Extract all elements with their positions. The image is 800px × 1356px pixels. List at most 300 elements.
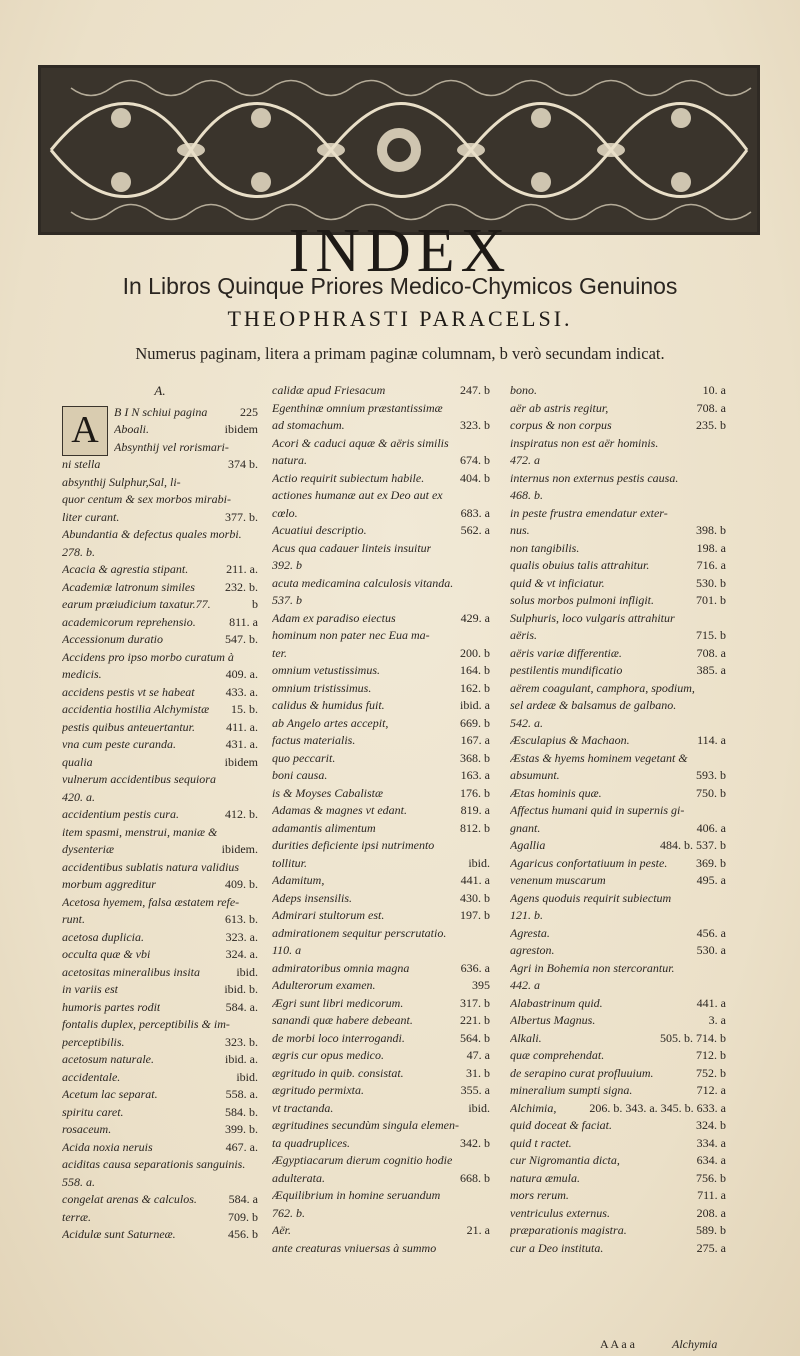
- entry-text: Alchimia,: [510, 1100, 557, 1115]
- entry-page-ref: 206. b. 343. a. 345. b. 633. a: [589, 1100, 726, 1115]
- index-entry: [510, 995, 726, 1013]
- index-entry: [510, 1205, 726, 1223]
- index-entry: [510, 785, 726, 803]
- entry-text: in variis est: [62, 982, 118, 996]
- index-entry: [272, 1100, 490, 1118]
- index-entry: [510, 767, 726, 785]
- index-column-1: [62, 382, 258, 1244]
- entry-text: Acida noxia neruis: [62, 1139, 153, 1154]
- entry-text: Aër.: [272, 1223, 291, 1237]
- entry-page-ref: 317. b: [460, 995, 490, 1010]
- entry-text: 442. a: [510, 978, 540, 992]
- index-entry: [62, 911, 258, 929]
- index-entry: [510, 662, 726, 680]
- index-entry: [510, 522, 726, 540]
- entry-page-ref: [254, 894, 258, 912]
- entry-text: Æquilibrium in homine seruandum: [272, 1188, 441, 1202]
- entry-text: Adulterorum examen.: [272, 978, 376, 992]
- entry-text: pestis quibus anteuertantur.: [62, 719, 196, 734]
- entry-page-ref: [722, 505, 726, 523]
- entry-page-ref: 235. b: [696, 418, 726, 432]
- index-entry: [510, 890, 726, 908]
- entry-text: Alkali.: [510, 1030, 542, 1045]
- entry-text: mineralium sumpti signa.: [510, 1083, 633, 1097]
- entry-text: corpus & non corpus: [510, 418, 612, 432]
- entry-page-ref: 15. b.: [231, 702, 258, 716]
- index-entry: [272, 1205, 490, 1223]
- entry-page-ref: 409. b.: [225, 877, 258, 891]
- entry-page-ref: [486, 487, 490, 505]
- entry-page-ref: 31. b: [466, 1065, 490, 1080]
- index-entry: [62, 771, 258, 789]
- entry-page-ref: 369. b: [696, 855, 726, 870]
- entry-page-ref: [254, 1174, 258, 1192]
- entry-text: ægritudo in quib. consistat.: [272, 1065, 404, 1080]
- index-entry: [272, 855, 490, 873]
- entry-text: absynthij Sulphur,Sal, li-: [62, 474, 181, 489]
- entry-page-ref: [254, 859, 258, 877]
- entry-text: academicorum reprehensio.: [62, 614, 196, 629]
- entry-page-ref: [722, 680, 726, 698]
- index-entry: [62, 964, 258, 982]
- index-entry: [510, 400, 726, 418]
- index-entry: [114, 404, 258, 422]
- entry-text: pestilentis mundificatio: [510, 663, 623, 677]
- entry-text: occulta quæ & vbi: [62, 947, 151, 961]
- entry-text: fontalis duplex, perceptibilis & im-: [62, 1017, 230, 1031]
- entry-page-ref: [722, 470, 726, 488]
- entry-page-ref: 709. b: [228, 1209, 258, 1224]
- entry-text: Egenthinæ omnium præstantissimæ: [272, 400, 443, 415]
- index-entry: [272, 680, 490, 698]
- entry-page-ref: 674. b: [460, 453, 490, 467]
- entry-text: admirationem sequitur perscrutatio.: [272, 925, 447, 940]
- index-entry: [272, 1047, 490, 1065]
- entry-page-ref: 377. b.: [225, 509, 258, 524]
- entry-text: admiratoribus omnia magna: [272, 960, 410, 975]
- entry-text: Aboali.: [114, 422, 149, 436]
- entry-text: Accessionum duratio: [62, 632, 163, 646]
- entry-page-ref: [486, 435, 490, 453]
- entry-page-ref: 323. b.: [225, 1034, 258, 1049]
- index-entry: [510, 872, 726, 890]
- entry-page-ref: 547. b.: [225, 632, 258, 646]
- entry-page-ref: 221. b: [460, 1013, 490, 1027]
- index-entry: [62, 509, 258, 527]
- index-subtitle: In Libros Quinque Priores Medico-Chymicos Genuinos: [122, 273, 678, 299]
- entry-page-ref: [486, 557, 490, 575]
- entry-text: de morbi loco interrogandi.: [272, 1030, 405, 1045]
- entry-text: ventriculus externus.: [510, 1205, 610, 1220]
- index-entry: [272, 1135, 490, 1153]
- entry-page-ref: 456. b: [228, 1227, 258, 1241]
- entry-text: Sulphuris, loco vulgaris attrahitur: [510, 610, 675, 625]
- index-entry: [510, 1240, 726, 1258]
- entry-page-ref: [254, 771, 258, 789]
- index-entry: [510, 540, 726, 558]
- entry-page-ref: 584. a.: [225, 999, 258, 1014]
- entry-text: solus morbos pulmoni infligit.: [510, 593, 655, 607]
- entry-text: 121. b.: [510, 908, 543, 922]
- entry-page-ref: 162. b: [460, 680, 490, 695]
- index-entry: [510, 610, 726, 628]
- index-entry: [510, 575, 726, 593]
- entry-page-ref: 385. a: [696, 663, 726, 677]
- entry-text: acetositas mineralibus insita: [62, 964, 200, 979]
- entry-text: ægritudines secundùm singula elemen-: [272, 1118, 459, 1132]
- entry-text: 472. a: [510, 453, 540, 467]
- index-entry: [272, 540, 490, 558]
- entry-page-ref: 342. b: [460, 1135, 490, 1150]
- index-entry: [62, 754, 258, 772]
- entry-text: omnium tristissimus.: [272, 680, 372, 695]
- entry-page-ref: 495. a: [696, 873, 726, 887]
- entry-page-ref: [486, 540, 490, 558]
- entry-text: venenum muscarum: [510, 873, 606, 887]
- entry-page-ref: 431. a.: [225, 737, 258, 751]
- entry-page-ref: 634. a: [696, 1153, 726, 1167]
- index-entry: [62, 526, 258, 544]
- index-entry: [510, 837, 726, 855]
- entry-text: Admirari stultorum est.: [272, 908, 385, 922]
- index-entry: [62, 999, 258, 1017]
- index-entry: [272, 820, 490, 838]
- index-title: INDEX: [288, 217, 512, 285]
- entry-page-ref: [486, 837, 490, 855]
- index-entry: [62, 649, 258, 667]
- index-entry: [272, 732, 490, 750]
- entry-text: acetosum naturale.: [62, 1052, 154, 1066]
- index-entry: [510, 627, 726, 645]
- index-column-2: [272, 382, 490, 1257]
- decorative-header-ornament: [38, 65, 760, 235]
- index-entry: [62, 631, 258, 649]
- entry-text: qualia: [62, 754, 93, 769]
- index-entry: [510, 715, 726, 733]
- entry-page-ref: 395: [472, 978, 490, 992]
- entry-text: adulterata.: [272, 1170, 325, 1185]
- index-entry: [272, 592, 490, 610]
- entry-text: item spasmi, menstrui, maniæ &: [62, 824, 218, 839]
- entry-page-ref: [254, 1016, 258, 1034]
- index-entry: [510, 855, 726, 873]
- entry-text: internus non externus pestis causa.: [510, 470, 679, 485]
- entry-text: calidus & humidus fuit.: [272, 698, 385, 712]
- entry-text: tollitur.: [272, 855, 308, 870]
- entry-text: hominum non pater nec Eua ma-: [272, 628, 430, 642]
- entry-text: Ætas hominis quæ.: [510, 785, 602, 800]
- entry-page-ref: 429. a: [460, 610, 490, 625]
- entry-page-ref: [254, 491, 258, 509]
- entry-page-ref: 247. b: [460, 383, 490, 397]
- entry-page-ref: ibidem: [224, 754, 258, 769]
- index-entry: [62, 859, 258, 877]
- catchword: Alchymia: [672, 1337, 718, 1351]
- entry-page-ref: 712. b: [696, 1048, 726, 1062]
- index-entry: [510, 1222, 726, 1240]
- entry-page-ref: 114. a: [697, 733, 726, 747]
- column-2-entries: [272, 382, 490, 1257]
- entry-page-ref: 200. b: [460, 645, 490, 660]
- index-entry: [62, 876, 258, 894]
- index-entry: [272, 960, 490, 978]
- index-entry: [510, 645, 726, 663]
- entry-page-ref: 163. a: [460, 768, 490, 782]
- entry-text: aciditas causa separationis sanguinis.: [62, 1157, 246, 1171]
- index-entry: [510, 557, 726, 575]
- entry-page-ref: [722, 907, 726, 925]
- entry-page-ref: [722, 750, 726, 768]
- index-entry: [272, 1117, 490, 1135]
- entry-page-ref: 441. a: [696, 995, 726, 1010]
- entry-page-ref: [254, 1156, 258, 1174]
- index-entry: [272, 715, 490, 733]
- entry-text: morbum aggreditur: [62, 877, 156, 891]
- entry-text: Affectus humani quid in supernis gi-: [510, 803, 685, 817]
- entry-text: 762. b.: [272, 1205, 305, 1220]
- index-entry: [510, 1012, 726, 1030]
- entry-text: nus.: [510, 523, 530, 537]
- entry-page-ref: [722, 435, 726, 453]
- entry-text: Adamas & magnes vt edant.: [272, 803, 407, 817]
- column-1-entries: [62, 404, 258, 1244]
- entry-text: humoris partes rodit: [62, 999, 161, 1014]
- entry-text: Agresta.: [510, 925, 550, 940]
- entry-text: quid t ractet.: [510, 1135, 572, 1150]
- entry-text: acetosa duplicia.: [62, 929, 144, 944]
- entry-text: Actio requirit subiectum habile.: [272, 470, 425, 485]
- entry-page-ref: 324. a.: [225, 947, 258, 961]
- entry-page-ref: 275. a: [696, 1240, 726, 1255]
- entry-text: Agaricus confortatiuum in peste.: [510, 855, 668, 870]
- entry-page-ref: 323. b: [460, 418, 490, 432]
- entry-page-ref: [722, 977, 726, 995]
- index-entry: [62, 666, 258, 684]
- entry-page-ref: [722, 487, 726, 505]
- entry-page-ref: [486, 1240, 490, 1258]
- index-entry: [62, 736, 258, 754]
- index-entry: [510, 505, 726, 523]
- entry-text: Adam ex paradiso eiectus: [272, 610, 396, 625]
- index-entry: [510, 1152, 726, 1170]
- index-entry: [510, 1170, 726, 1188]
- entry-text: Acetum lac separat.: [62, 1087, 158, 1101]
- entry-text: Alabastrinum quid.: [510, 995, 603, 1010]
- entry-page-ref: [486, 1205, 490, 1223]
- entry-page-ref: 530. a: [696, 943, 726, 957]
- entry-text: rosaceum.: [62, 1122, 112, 1136]
- index-entry: [272, 802, 490, 820]
- entry-text: quo peccarit.: [272, 750, 336, 765]
- entry-page-ref: 441. a: [460, 873, 490, 887]
- entry-page-ref: 374 b.: [228, 457, 258, 471]
- index-entry: [510, 1117, 726, 1135]
- entry-text: Agri in Bohemia non stercorantur.: [510, 960, 675, 975]
- entry-page-ref: 505. b. 714. b: [660, 1030, 726, 1045]
- entry-text: Agens quoduis requirit subiectum: [510, 890, 672, 905]
- entry-text: Academiæ latronum similes: [62, 579, 195, 594]
- entry-text: accidens pestis vt se habeat: [62, 684, 195, 699]
- index-entry: [272, 977, 490, 995]
- entry-text: cur a Deo instituta.: [510, 1240, 604, 1255]
- entry-page-ref: 334. a: [696, 1135, 726, 1150]
- entry-page-ref: 589. b: [696, 1223, 726, 1237]
- entry-text: cœlo.: [272, 505, 298, 520]
- entry-text: acuta medicamina calculosis vitanda.: [272, 575, 454, 590]
- entry-page-ref: 712. a: [696, 1083, 726, 1097]
- entry-text: Adeps insensilis.: [272, 890, 352, 905]
- entry-page-ref: 750. b: [696, 785, 726, 800]
- entry-page-ref: 211. a.: [226, 562, 258, 576]
- index-entry: [272, 907, 490, 925]
- entry-text: medicis.: [62, 667, 102, 681]
- column-3-entries: [510, 382, 726, 1257]
- usage-note: Numerus paginam, litera a primam paginæ columnam, b verò secundam indicat.: [135, 344, 665, 363]
- author-name: THEOPHRASTI PARACELSI.: [227, 306, 573, 331]
- entry-text: Acori & caduci aquæ & aëris similis: [272, 435, 449, 450]
- entry-text: 468. b.: [510, 488, 543, 502]
- index-entry: [62, 474, 258, 492]
- entry-page-ref: 669. b: [460, 715, 490, 730]
- index-entry: [272, 505, 490, 523]
- entry-page-ref: 752. b: [696, 1065, 726, 1080]
- entry-page-ref: 593. b: [696, 768, 726, 782]
- index-entry: [62, 1209, 258, 1227]
- entry-text: vt tractanda.: [272, 1100, 334, 1115]
- index-column-3: [510, 382, 726, 1257]
- index-entry: [272, 575, 490, 593]
- index-entry: [272, 942, 490, 960]
- index-entry: [62, 1034, 258, 1052]
- index-entry: [272, 1012, 490, 1030]
- index-entry: [272, 662, 490, 680]
- index-entry: [510, 1187, 726, 1205]
- entry-text: factus materialis.: [272, 733, 356, 747]
- entry-page-ref: [486, 575, 490, 593]
- entry-page-ref: 232. b.: [225, 579, 258, 594]
- entry-text: Acetosa hyemem, falsa æstatem refe-: [62, 894, 240, 909]
- index-entry: [510, 382, 726, 400]
- entry-page-ref: [486, 1152, 490, 1170]
- index-entry: [510, 697, 726, 715]
- index-entry: [62, 824, 258, 842]
- index-entry: [510, 1082, 726, 1100]
- drop-cap: A: [62, 406, 108, 456]
- entry-text: Æstas & hyems hominem vegetant &: [510, 750, 688, 765]
- entry-text: vulnerum accidentibus sequiora: [62, 772, 216, 786]
- entry-page-ref: [722, 610, 726, 628]
- index-entry: [510, 907, 726, 925]
- entry-page-ref: [722, 960, 726, 978]
- index-entry: [510, 417, 726, 435]
- entry-text: Acacia & agrestia stipant.: [62, 562, 189, 576]
- entry-text: Æsculapius & Machaon.: [510, 733, 630, 747]
- index-entry: [272, 435, 490, 453]
- entry-text: congelat arenas & calculos.: [62, 1192, 197, 1206]
- index-entry: [272, 995, 490, 1013]
- entry-page-ref: [486, 1117, 490, 1135]
- index-entry: [510, 1100, 726, 1118]
- entry-text: calidæ apud Friesacum: [272, 383, 386, 397]
- entry-page-ref: 584. a: [228, 1192, 258, 1206]
- entry-text: quid & vt inficiatur.: [510, 575, 605, 590]
- entry-text: sel ardeæ & balsamus de galbano.: [510, 698, 677, 712]
- entry-text: natura.: [272, 453, 308, 467]
- index-entry: [62, 701, 258, 719]
- entry-page-ref: 433. a.: [225, 684, 258, 699]
- entry-page-ref: ibidem.: [221, 842, 258, 856]
- entry-text: actiones humanæ aut ex Deo aut ex: [272, 488, 443, 502]
- index-entry: [272, 925, 490, 943]
- entry-page-ref: [722, 452, 726, 470]
- index-entry: [510, 1065, 726, 1083]
- entry-text: agreston.: [510, 943, 555, 957]
- index-entry: [272, 785, 490, 803]
- index-entry: [510, 1135, 726, 1153]
- entry-text: Ægyptiacarum dierum cognitio hodie: [272, 1153, 453, 1167]
- index-entry: [62, 1174, 258, 1192]
- index-entry: [62, 1069, 258, 1087]
- index-entry: [62, 789, 258, 807]
- entry-text: præparationis magistra.: [510, 1223, 627, 1237]
- entry-page-ref: 47. a: [466, 1048, 490, 1062]
- entry-page-ref: 430. b: [460, 890, 490, 905]
- entry-text: B I N schiui pagina: [114, 404, 208, 419]
- entry-text: runt.: [62, 912, 86, 926]
- entry-page-ref: [722, 890, 726, 908]
- entry-page-ref: 467. a.: [225, 1139, 258, 1154]
- index-entry: [510, 750, 726, 768]
- index-entry: [272, 697, 490, 715]
- index-entry: [272, 1170, 490, 1188]
- entry-page-ref: 412. b.: [225, 807, 258, 821]
- entry-text: Agallia: [510, 838, 546, 852]
- index-entry: [510, 732, 726, 750]
- index-entry: [62, 456, 258, 474]
- entry-page-ref: 3. a: [708, 1013, 726, 1027]
- index-entry: [62, 1191, 258, 1209]
- entry-text: ter.: [272, 645, 287, 660]
- entry-page-ref: 198. a: [696, 540, 726, 555]
- index-entry: [272, 1240, 490, 1258]
- entry-page-ref: 225: [240, 404, 258, 419]
- entry-page-ref: 613. b.: [225, 912, 258, 926]
- entry-page-ref: 208. a: [696, 1205, 726, 1220]
- entry-page-ref: [486, 592, 490, 610]
- entry-page-ref: 812. b: [460, 820, 490, 835]
- index-entry: [272, 627, 490, 645]
- index-entry: [62, 1086, 258, 1104]
- index-entry: [272, 382, 490, 400]
- entry-text: Absynthij vel rorismari-: [114, 439, 229, 454]
- index-entry: [510, 680, 726, 698]
- entry-text: perceptibilis.: [62, 1034, 125, 1049]
- index-entry: [62, 719, 258, 737]
- entry-page-ref: 406. a: [696, 820, 726, 835]
- entry-text: quæ comprehendat.: [510, 1048, 605, 1062]
- index-entry: [272, 1187, 490, 1205]
- entry-text: bono.: [510, 383, 537, 397]
- entry-text: Abundantia & defectus quales morbi.: [62, 527, 242, 541]
- entry-page-ref: [486, 942, 490, 960]
- index-entry: [272, 1082, 490, 1100]
- index-entry: [62, 894, 258, 912]
- entry-page-ref: 756. b: [696, 1170, 726, 1185]
- entry-page-ref: [486, 627, 490, 645]
- entry-page-ref: 164. b: [460, 663, 490, 677]
- entry-text: earum præiudicium taxatur.77.: [62, 597, 211, 611]
- index-entry: [272, 837, 490, 855]
